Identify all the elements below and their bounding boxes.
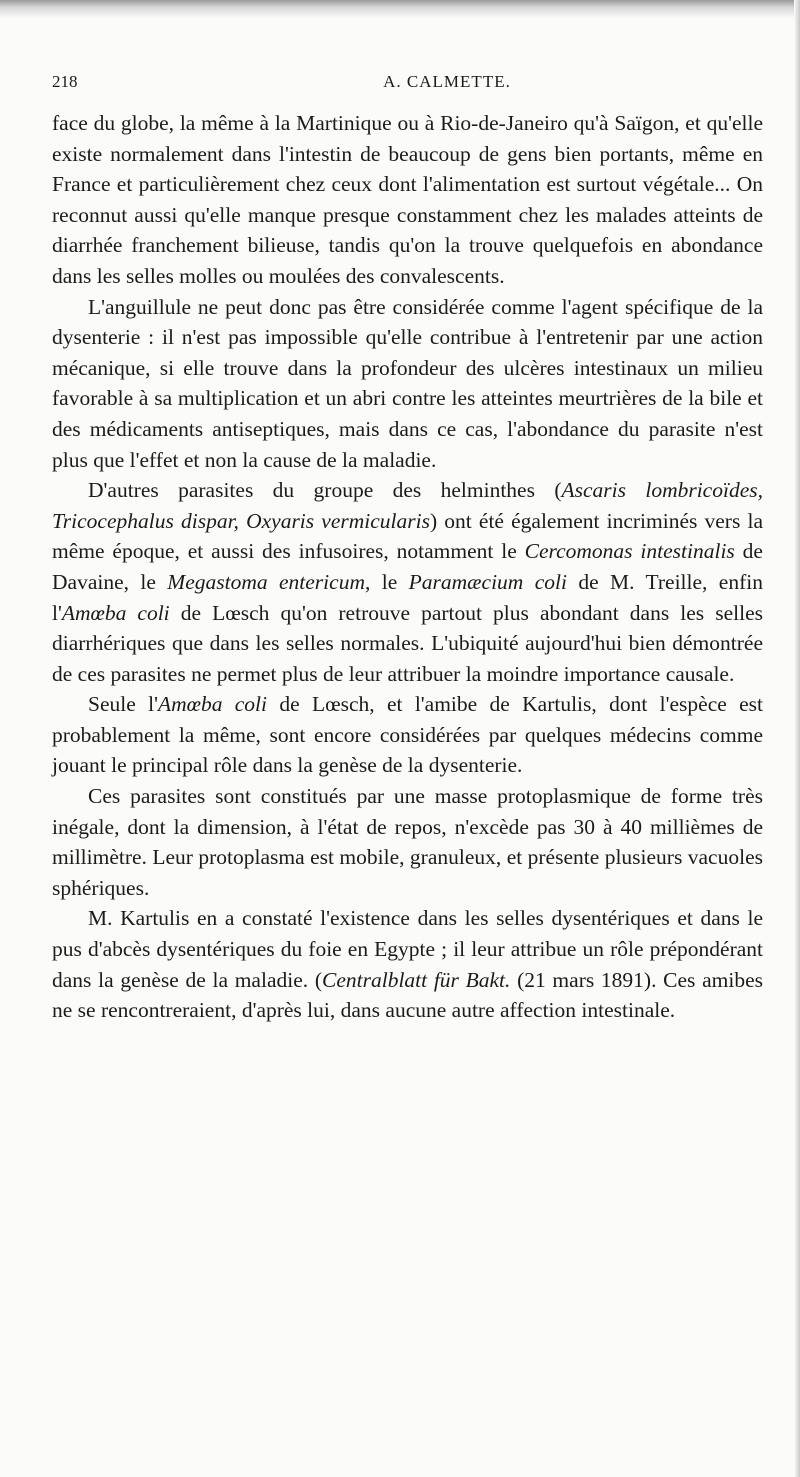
text-run: M. Kartulis en a constaté l'existence dans les selles dysentériques et dans le pus d'abcès dysentériques du foie en Egypte ; il leur attribue un rôle prépondérant dans la genèse de la maladie. ( [52, 906, 763, 992]
paragraph-1 [52, 108, 763, 292]
paragraph-4 [52, 689, 763, 781]
text-run: Seule l' [88, 692, 158, 717]
species-name-amoeba-coli: Amœba coli [61, 600, 170, 625]
scan-right-edge [794, 0, 800, 1477]
paragraph-5 [52, 781, 763, 903]
journal-citation: Centralblatt für Bakt. [322, 967, 511, 992]
running-head: A. CALMETTE. [383, 72, 511, 91]
text-run: face du globe, la même à la Martinique ou à Rio-de-Janeiro qu'à Saïgon, et qu'elle existe normalement dans l'intestin de beaucoup de gens bien portants, même en France et particulièrement chez ceux dont l'alimentation est surtout végétale... On reconnut aussi qu'elle manque presque constamment chez les malades atteints de diarrhée franchement bilieuse, tandis qu'on la trouve quelquefois en abondance dans les selles molles ou moulées des convalescents. [52, 111, 763, 288]
body-text [52, 108, 763, 1026]
species-name-megastoma: Megastoma entericum [167, 569, 365, 594]
species-name-amoeba-coli: Amœba coli [157, 692, 268, 717]
page-header [52, 72, 752, 102]
text-run: , le [364, 569, 409, 594]
text-run: de Davaine, le [52, 539, 763, 594]
text-run: de M. Treille, enfin l' [52, 569, 763, 625]
paragraph-3 [52, 475, 763, 689]
text-run: D'autres parasites du groupe des helminthes ( [88, 478, 562, 503]
text-run: de Lœsch qu'on retrouve partout plus abondant dans les selles diarrhériques que dans les selles normales. L'ubiquité aujourd'hui bien démontrée de ces parasites ne permet plus de leur attribuer la moindre importance causale. [52, 600, 763, 686]
species-name-paramaecium: Paramæcium coli [408, 569, 567, 594]
text-run: Ces parasites sont constitués par une masse protoplasmique de forme très inégale, dont la dimension, à l'état de repos, n'excède pas 30 à 40 millièmes de millimètre. Leur protoplasma est mobile, granuleux, et présente plusieurs vacuoles sphériques. [52, 784, 763, 900]
paragraph-2 [52, 292, 763, 476]
text-run: ) ont été également incriminés vers la même époque, et aussi des infusoires, notamment le [52, 508, 764, 564]
species-name-cercomonas: Cercomonas intestinalis [524, 539, 735, 564]
scan-top-edge [0, 0, 800, 18]
species-names-helminths: Ascaris lombricoïdes, Tricocephalus dispar, Oxyaris vermicularis [52, 478, 763, 533]
text-run: de Lœsch, et l'amibe de Kartulis, dont l'espèce est probablement la même, sont encore considérées par quelques médecins comme jouant le principal rôle dans la genèse de la dysenterie. [52, 692, 763, 778]
page-number: 218 [52, 72, 78, 91]
paragraph-6 [52, 903, 763, 1025]
text-run: L'anguillule ne peut donc pas être considérée comme l'agent spécifique de la dysenterie : il n'est pas impossible qu'elle contribue à l'entretenir par une action mécanique, si elle trouve dans la profondeur des ulcères intestinaux un milieu favorable à sa multiplication et un abri contre les atteintes meurtrières de la bile et des médicaments antiseptiques, mais dans ce cas, l'abondance du parasite n'est plus que l'effet et non la cause de la maladie. [52, 294, 763, 472]
text-run: (21 mars 1891). Ces amibes ne se rencontreraient, d'après lui, dans aucune autre affection intestinale. [52, 967, 763, 1023]
